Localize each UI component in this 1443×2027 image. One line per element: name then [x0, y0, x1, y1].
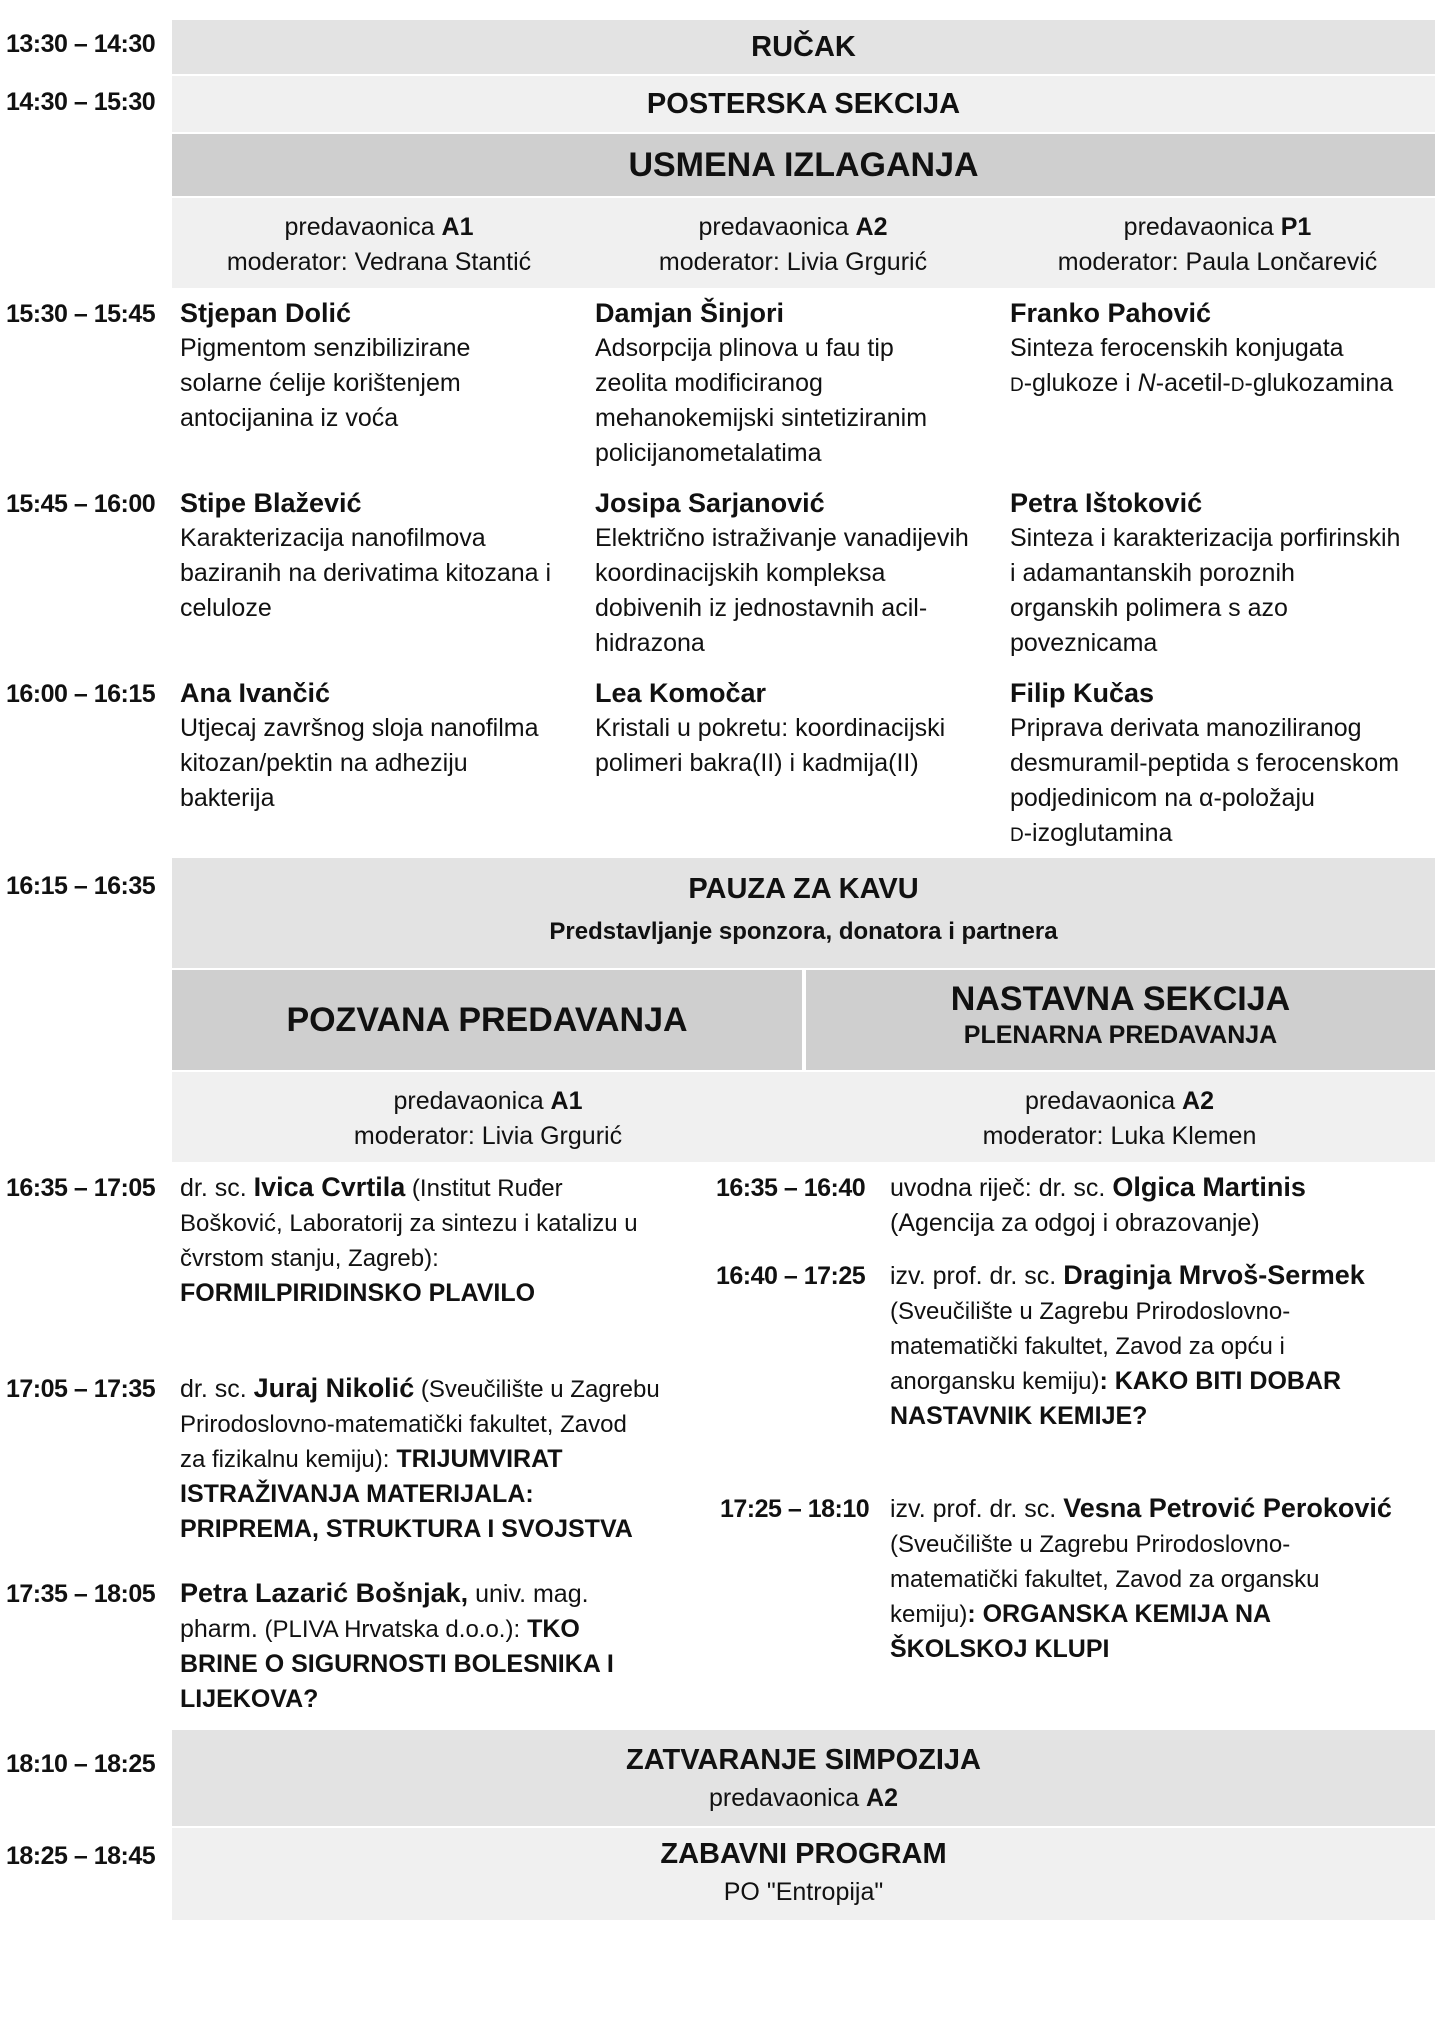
slot-time: 15:45 – 16:00: [6, 490, 156, 518]
talk-item: Ana Ivančić Utjecaj završnog sloja nanofilma kitozan/pektin na adheziju bakterija: [180, 678, 539, 812]
invited-room: predavaonica A1 moderator: Livia Grgurić: [353, 1087, 623, 1150]
invited-talk: dr. sc. Ivica Cvrtila (Institut Ruđer Bošković, Laboratorij za sintezu i katalizu u čvrstom stanju, Zagreb): FORMILPIRIDINSKO PLAVILO: [180, 1172, 638, 1307]
closing-room: predavaonica A2: [708, 1784, 899, 1812]
room-a2: predavaonica A2 moderator: Livia Grgurić: [658, 213, 928, 276]
coffee-band: [172, 858, 1435, 968]
plenary-rooms-band: [172, 1072, 1435, 1162]
teaching-time: 16:40 – 17:25: [716, 1262, 866, 1290]
talk-item: Franko Pahović Sinteza ferocenskih konjugata D-glukoze i N-acetil-D-glukozamina: [1010, 298, 1394, 397]
teaching-room: predavaonica A2 moderator: Luka Klemen: [982, 1087, 1257, 1150]
lunch-time: 13:30 – 14:30: [6, 30, 156, 58]
lunch-label: RUČAK: [751, 31, 856, 63]
talk-item: Filip Kučas Priprava derivata manoziliranog desmuramil-peptida s ferocenskom podjedinicom na α-položaju D-izoglutamina: [1010, 678, 1400, 847]
teaching-talk: uvodna riječ: dr. sc. Olgica Martinis (Agencija za odgoj i obrazovanje): [890, 1172, 1306, 1237]
talk-item: Petra Ištoković Sinteza i karakterizacija porfirinskih i adamantanskih poroznih organskih polimera s azo poveznicama: [1010, 488, 1401, 657]
teaching-talk: izv. prof. dr. sc. Vesna Petrović Peroković (Sveučilište u Zagrebu Prirodoslovno- matematički fakultet, Zavod za organsku kemiju): ORGANSKA KEMIJA NA ŠKOLSKOJ KLUPI: [890, 1493, 1392, 1663]
fun-time: 18:25 – 18:45: [6, 1842, 156, 1870]
room-a1: predavaonica A1 moderator: Vedrana Stantić: [226, 213, 532, 276]
teaching-heading: NASTAVNA SEKCIJA: [950, 980, 1291, 1018]
teaching-heading-band: [806, 970, 1435, 1070]
teaching-subheading: PLENARNA PREDAVANJA: [963, 1021, 1278, 1049]
rooms-band: [172, 198, 1435, 288]
invited-talk: Petra Lazarić Bošnjak, univ. mag. pharm. (PLIVA Hrvatska d.o.o.): TKO BRINE O SIGURNOSTI BOLESNIKA I LIJEKOVA?: [180, 1578, 614, 1713]
slot-time: 16:00 – 16:15: [6, 680, 156, 708]
teaching-talk: izv. prof. dr. sc. Draginja Mrvoš-Sermek (Sveučilište u Zagrebu Prirodoslovno- matematički fakultet, Zavod za opću i anorgansku kemiju): KAKO BITI DOBAR NASTAVNIK KEMIJE?: [890, 1260, 1365, 1430]
invited-time: 17:05 – 17:35: [6, 1375, 156, 1403]
oral-heading-band: [172, 134, 1435, 196]
teaching-time: 16:35 – 16:40: [716, 1174, 866, 1202]
fun-band: [172, 1828, 1435, 1920]
poster-band: [172, 76, 1435, 132]
room-p1: predavaonica P1 moderator: Paula Lončarević: [1057, 213, 1378, 276]
closing-time: 18:10 – 18:25: [6, 1750, 156, 1778]
invited-heading: POZVANA PREDAVANJA: [286, 1001, 688, 1039]
invited-time: 16:35 – 17:05: [6, 1174, 156, 1202]
slot-time: 15:30 – 15:45: [6, 300, 156, 328]
talk-item: Josipa Sarjanović Električno istraživanje vanadijevih koordinacijskih kompleksa dobivenih iz jednostavnih acil- hidrazona: [595, 488, 969, 657]
poster-label: POSTERSKA SEKCIJA: [646, 88, 961, 120]
talk-item: Damjan Šinjori Adsorpcija plinova u fau tip zeolita modificiranog mehanokemijski sintetiziranim policijanometalatima: [595, 298, 928, 467]
coffee-sub: Predstavljanje sponzora, donatora i partnera: [549, 918, 1058, 945]
fun-label: ZABAVNI PROGRAM: [660, 1838, 947, 1870]
talk-item: Stjepan Dolić Pigmentom senzibilizirane solarne ćelije korištenjem antocijanina iz voća: [180, 298, 471, 432]
coffee-label: PAUZA ZA KAVU: [688, 873, 919, 905]
closing-label: ZATVARANJE SIMPOZIJA: [625, 1744, 981, 1776]
closing-band: [172, 1730, 1435, 1826]
coffee-time: 16:15 – 16:35: [6, 872, 156, 900]
oral-heading: USMENA IZLAGANJA: [628, 146, 979, 184]
fun-sub: PO "Entropija": [723, 1878, 884, 1906]
poster-time: 14:30 – 15:30: [6, 88, 156, 116]
teaching-time: 17:25 – 18:10: [720, 1495, 870, 1523]
invited-time: 17:35 – 18:05: [6, 1580, 156, 1608]
invited-talk: dr. sc. Juraj Nikolić (Sveučilište u Zagrebu Prirodoslovno-matematički fakultet, Zavod za fizikalnu kemiju): TRIJUMVIRAT ISTRAŽIVANJA MATERIJALA: PRIPREMA, STRUKTURA I SVOJSTVA: [180, 1373, 660, 1543]
lunch-band: [172, 20, 1435, 74]
talk-item: Stipe Blažević Karakterizacija nanofilmova baziranih na derivatima kitozana i celuloze: [180, 488, 552, 622]
invited-heading-band: [172, 970, 802, 1070]
talk-item: Lea Komočar Kristali u pokretu: koordinacijski polimeri bakra(II) i kadmija(II): [595, 678, 946, 777]
